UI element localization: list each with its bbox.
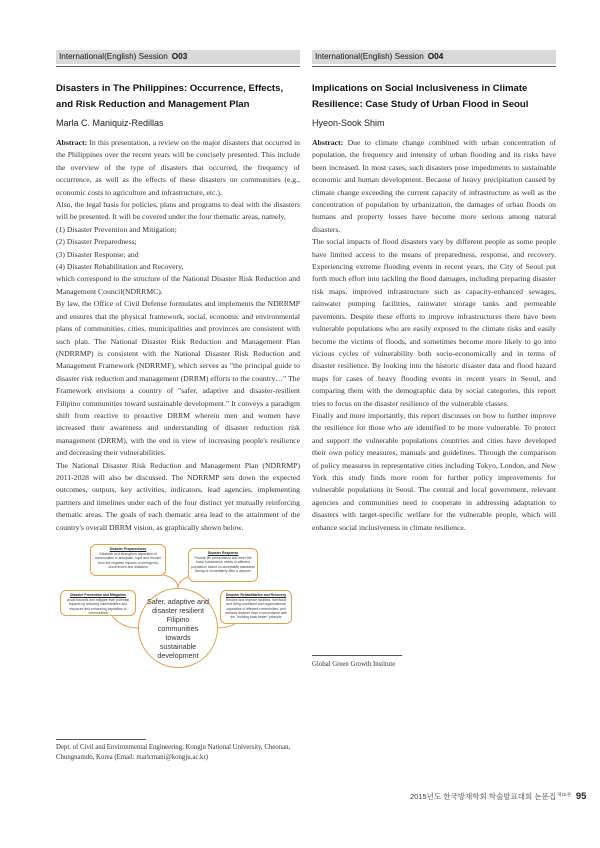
abstract-paragraph: Also, the legal basis for policies, plans and programs to deal with the disasters will be presented. It will be covered under the four thematic areas, namely,: [56, 200, 300, 222]
footnote-left: Dept. of Civil and Environmental Engineering, Kongju National University, Cheonan, Chungnamdo, Korea (Email: marlcmani@kongju.ac.kr): [56, 744, 291, 761]
abstract-paragraph: which correspond to the structure of the National Disaster Risk Reduction and Management Council(NDRRMC).: [56, 274, 300, 296]
paper-title: Disasters in The Philippines: Occurrence, Effects, and Risk Reduction and Management Plan: [56, 83, 284, 110]
list-item: (4) Disaster Rehabilitation and Recovery,: [56, 262, 184, 272]
paper-author: Hyeon-Sook Shim: [312, 118, 385, 128]
abstract-label: Abstract:: [56, 138, 88, 147]
abstract-paragraph: Abstract: Due to climate change combined with urban concentration of population, the frequency and intensity of urban flooding and its risks have been increased. In most cases, such disasters pose impediments to sustainable economic and human development. Because of heavy precipitation caused by climate change exceeding the current capacity of infrastructure as well as the concentration of population by urbanization, the damages of urban floods on humans and property losses have become more serious among natural disasters.: [312, 138, 556, 234]
paper-author: Marla C. Maniquiz-Redillas: [56, 118, 164, 128]
volume-superscript: 제15권: [557, 791, 571, 797]
header-rule: [312, 66, 556, 67]
list-item: (2) Disaster Preparedness;: [56, 237, 137, 247]
page-footer: [410, 791, 586, 802]
rehabilitation-box: Disaster Rehabilitation and Recovery Restore and improve facilities, livelihood and living conditions and organizational capacities of affected communities, and reduced disaster risks in accordance with the "building back better" principle: [220, 590, 292, 624]
abstract-paragraph: The social impacts of flood disasters vary by different people as some people have limited access to the means of preparedness, response, and recovery. Experiencing extreme flooding events in recent years, the City of Seoul put forth much effort into tackling the flood damages, including preparing disaster risk maps, improved infrastructure such as capacity-enhanced sewages, rainwater pumping facilities, rainwater storage tanks and permeable pavements. Despite these efforts to improve infrastructures there have been vulnerable populations who are easily exposed to the climate risks and easily become the victims of floods, and sometimes become more likely to go into vicious cycles of vulnerability both socio-economically and in terms of disaster resilience. By looking into the historic disaster data and flood hazard maps for cases of heavy flooding events in recent years in Seoul, and comparing them with the demographic data by social categories, this report tries to focus on the disaster resilience of the vulnerable classes.: [312, 237, 556, 408]
proceedings-title: 2015년도 한국방재학회 학술발표대회 논문집: [410, 792, 557, 801]
abstract-paragraph: The National Disaster Risk Reduction and Management Plan (NDRRMP) 2011-2028 will also be discussed. The NDRRMP sets down the expected outcomes, outputs, key activities, indicators, lead agencies, implementing partners and timelines under each of the four distinct yet mutually reinforcing thematic areas. The goals of each thematic area lead to the attainment of the country's overall DRRM vision, as graphically shown below.: [56, 460, 300, 532]
abstract-paragraph: By law, the Office of Civil Defense formulates and implements the NDRRMP and ensures that the physical framework, social, economic and environmental plans of communities, cities, municipalities and provinces are consistent with such plan. The National Disaster Risk Reduction and Management Plan (NDRRMP) is consistent with the National Disaster Risk Reduction and Management Framework (NDRRMF), which serves as "the principal guide to disaster risk reduction and management (DRRM) efforts to the country…" The Framework envisions a country of "safer, adaptive and disaster-resilient Filipino communities toward sustainable development." It conveys a paradigm shift from reactive to proactive DRRM wherein men and women have increased their awareness and understanding of disaster reduction risk management (DRRM), with the end in view of increasing people's resilience and decreasing their vulnerabilities.: [56, 299, 300, 458]
session-header: [56, 50, 300, 64]
footnote-right: Global Green Growth Institute: [312, 661, 396, 668]
abstract-o04: [312, 50, 556, 534]
list-item: (3) Disaster Response; and: [56, 249, 139, 259]
footnote-rule-left: [56, 739, 146, 740]
prevention-box: Disaster Prevention and Mitigation Avoid hazards and mitigate their potential impacts by reducing vulnerabilities and exposure and enhancing capacities of communities: [60, 590, 136, 616]
abstract-paragraph: Finally and more importantly, this report discusses on how to further improve the resilience for those who are identified to be more vulnerable. To protect and support the vulnerable populations countries and cities have developed their own policy measures, manuals and guidelines. Through the comparison of policy measures in representative cities including Tokyo, London, and New York this study finds more room for further policy improvements for vulnerable populations in Seoul. The central and local government, relevant agencies and communities need to cooperate in addressing adaptation to disasters with target-specific welfare for the vulnerable people, which will enhance social inclusiveness in climate resilience.: [312, 410, 556, 532]
footnote-rule-right: [312, 655, 402, 656]
abstract-label: Abstract:: [312, 138, 344, 147]
abstract-o03: [56, 50, 300, 679]
session-label: International(English) Session: [59, 52, 168, 61]
vision-circle: Safer, adaptive and disaster resilient Filipino communities towards sustainable development: [138, 588, 218, 668]
header-rule: [56, 66, 300, 67]
abstract-paragraph: Abstract: In this presentation, a review on the major disasters that occurred in the Philippines over the recent years will be concisely presented. This include the overview of the type of disasters that occurred, the frequency of occurrence, as well as the effects of these disasters on communities (e.g., economic costs to agriculture and infrastructure, etc.).: [56, 138, 300, 197]
paper-title: Implications on Social Inclusiveness in Climate Resilience: Case Study of Urban Flood in Seoul: [312, 83, 529, 110]
session-code: O04: [427, 52, 444, 61]
preparedness-box: Disaster Preparedness Establish and strengthen capacities of communities to anticipate, cope and recover from the negative impacts of emergency occurrences and disasters: [90, 544, 166, 576]
session-header: [312, 50, 556, 64]
list-item: (1) Disaster Prevention and Mitigation;: [56, 224, 177, 234]
page-number: 95: [575, 791, 587, 802]
session-code: O03: [171, 52, 188, 61]
abstract-body: [56, 137, 300, 534]
drrm-diagram: [60, 544, 292, 679]
response-box: Disaster Response Provide life preservation and meet the basic subsistence needs of affected population based on acceptable standards during or immediately after a disaster: [188, 548, 258, 582]
abstract-body: [312, 137, 556, 534]
session-label: International(English) Session: [315, 52, 424, 61]
